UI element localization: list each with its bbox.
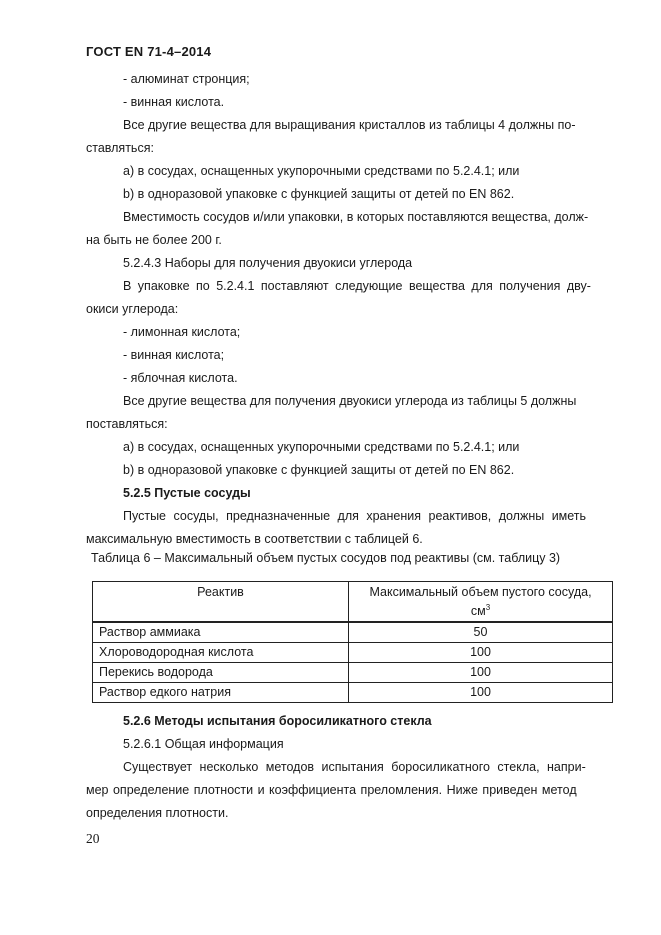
paragraph-line: Вместимость сосудов и/или упаковки, в которых поставляются вещества, долж- — [123, 210, 589, 224]
table-row — [93, 643, 613, 663]
list-item: - лимонная кислота; — [123, 325, 241, 339]
list-item: a) в сосудах, оснащенных укупорочными средствами по 5.2.4.1; или — [123, 440, 520, 454]
paragraph-line: мер определение плотности и коэффициента преломления. Ниже приведен метод — [86, 783, 577, 797]
paragraph-line: Пустые сосуды, предназначенные для хранения реактивов, должны иметь — [123, 509, 587, 523]
paragraph-line: определения плотности. — [86, 806, 229, 820]
paragraph-line: максимальную вместимость в соответствии с таблицей 6. — [86, 532, 423, 546]
cell-reagent: Перекись водорода — [93, 663, 349, 683]
list-item: - яблочная кислота. — [123, 371, 238, 385]
paragraph-line: поставляться: — [86, 417, 168, 431]
section-heading: 5.2.6 Методы испытания боросиликатного стекла — [123, 714, 432, 728]
list-item: - винная кислота; — [123, 348, 225, 362]
cell-volume: 100 — [349, 663, 613, 683]
paragraph-text: Все другие вещества для выращивания кристаллов из таблицы 4 должны по- — [123, 118, 576, 132]
paragraph-line — [123, 118, 613, 133]
document-header: ГОСТ EN 71-4–2014 — [86, 44, 212, 59]
paragraph-line: окиси углерода: — [86, 302, 179, 316]
column-header-reagent: Реактив — [93, 582, 349, 623]
unit-superscript: 3 — [485, 603, 491, 612]
paragraph-line: Существует несколько методов испытания боросиликатного стекла, напри- — [123, 760, 586, 774]
table-caption: Таблица 6 – Максимальный объем пустых сосудов под реактивы (см. таблицу 3) — [91, 551, 561, 565]
page-number: 20 — [86, 831, 100, 846]
section-heading: 5.2.5 Пустые сосуды — [123, 486, 251, 500]
cell-volume: 50 — [349, 622, 613, 643]
list-item: - винная кислота. — [123, 95, 225, 109]
paragraph-line: на быть не более 200 г. — [86, 233, 222, 247]
cell-reagent: Хлороводородная кислота — [93, 643, 349, 663]
table-header-row — [93, 582, 613, 623]
paragraph-line: В упаковке по 5.2.4.1 поставляют следующие вещества для получения дву- — [123, 279, 591, 293]
column-header-text: Максимальный объем пустого сосуда, — [369, 585, 592, 599]
cell-reagent: Раствор едкого натрия — [93, 683, 349, 703]
reagents-table — [92, 581, 613, 703]
cell-volume: 100 — [349, 643, 613, 663]
list-item: - алюминат стронция; — [123, 72, 250, 86]
cell-reagent: Раствор аммиака — [93, 622, 349, 643]
table-row — [93, 683, 613, 703]
paragraph-line: Все другие вещества для получения двуокиси углерода из таблицы 5 должны — [123, 394, 577, 408]
cell-volume: 100 — [349, 683, 613, 703]
paragraph-line: ставляться: — [86, 141, 154, 155]
list-item: b) в одноразовой упаковке с функцией защиты от детей по EN 862. — [123, 463, 515, 477]
column-header-max-volume — [349, 582, 613, 623]
column-header-unit: см — [470, 604, 486, 619]
list-item: a) в сосудах, оснащенных укупорочными средствами по 5.2.4.1; или — [123, 164, 520, 178]
list-item: b) в одноразовой упаковке с функцией защиты от детей по EN 862. — [123, 187, 515, 201]
table-row — [93, 663, 613, 683]
table-row — [93, 622, 613, 643]
section-heading: 5.2.4.3 Наборы для получения двуокиси углерода — [123, 256, 413, 270]
section-heading: 5.2.6.1 Общая информация — [123, 737, 284, 751]
